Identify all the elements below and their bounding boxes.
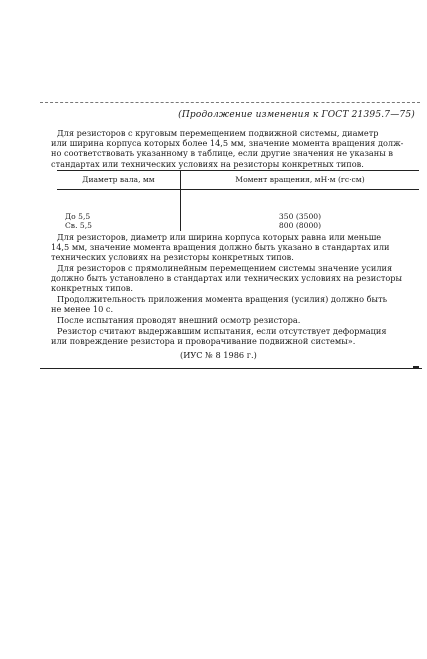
shaft-diameter-cell: Св. 5,5 bbox=[57, 221, 181, 231]
intro-paragraph bbox=[51, 128, 417, 169]
torque-value-cell: 350 (3500) bbox=[278, 211, 322, 221]
margin-mark bbox=[413, 366, 419, 368]
torque-value-cell: 800 (8000) bbox=[278, 221, 322, 230]
intro-line: стандартах или технических условиях на резисторы конкретных типов. bbox=[51, 158, 364, 169]
paragraph-line: Резистор считают выдержавшим испытания, если отсутствует деформация bbox=[57, 326, 387, 336]
pass-criteria-paragraph bbox=[51, 326, 417, 347]
paragraph-line: технических условиях на резисторы конкретных типов. bbox=[51, 252, 294, 263]
bottom-separator-rule bbox=[40, 368, 422, 369]
small-resistor-paragraph bbox=[51, 232, 417, 263]
paragraph-line: Для резисторов с прямолинейным перемещением системы значение усилия bbox=[57, 263, 393, 273]
paragraph-line: или повреждение резистора и проворачивание подвижной системы». bbox=[51, 336, 356, 347]
paragraph-line: должно быть установлено в стандартах или технических условиях на резисторы bbox=[51, 273, 403, 284]
intro-line: или ширина корпуса которых более 14,5 мм, значение момента вращения долж- bbox=[51, 138, 404, 149]
duration-paragraph bbox=[51, 294, 417, 315]
column-header-shaft-diameter: Диаметр вала, мм bbox=[57, 171, 181, 189]
intro-line: Для резисторов с круговым перемещением подвижной системы, диаметр bbox=[57, 128, 379, 138]
paragraph-line: конкретных типов. bbox=[51, 283, 134, 294]
table-row bbox=[57, 221, 419, 231]
table-row bbox=[57, 212, 419, 222]
torque-table bbox=[57, 171, 419, 231]
column-header-torque: Момент вращения, мН·м (гс·см) bbox=[181, 171, 420, 189]
continuation-header: (Продолжение изменения к ГОСТ 21395.7—75) bbox=[178, 110, 415, 120]
paragraph-line: 14,5 мм, значение момента вращения должно быть указано в стандартах или bbox=[51, 242, 390, 253]
paragraph-line: не менее 10 с. bbox=[51, 304, 114, 315]
paragraph-line: Продолжительность приложения момента вращения (усилия) должно быть bbox=[57, 294, 388, 304]
intro-line: но соответствовать указанному в таблице, если другие значения не указаны в bbox=[51, 148, 393, 159]
linear-motion-paragraph bbox=[51, 263, 417, 294]
top-separator-rule bbox=[40, 102, 420, 103]
reference-note: (ИУС № 8 1986 г.) bbox=[180, 350, 257, 360]
paragraph-line: После испытания проводят внешний осмотр резистора. bbox=[57, 315, 301, 325]
table-header-row bbox=[57, 171, 419, 189]
shaft-diameter-cell: До 5,5 bbox=[57, 212, 181, 222]
inspection-paragraph bbox=[57, 315, 417, 325]
paragraph-line: Для резисторов, диаметр или ширина корпуса которых равна или меньше bbox=[57, 232, 382, 242]
